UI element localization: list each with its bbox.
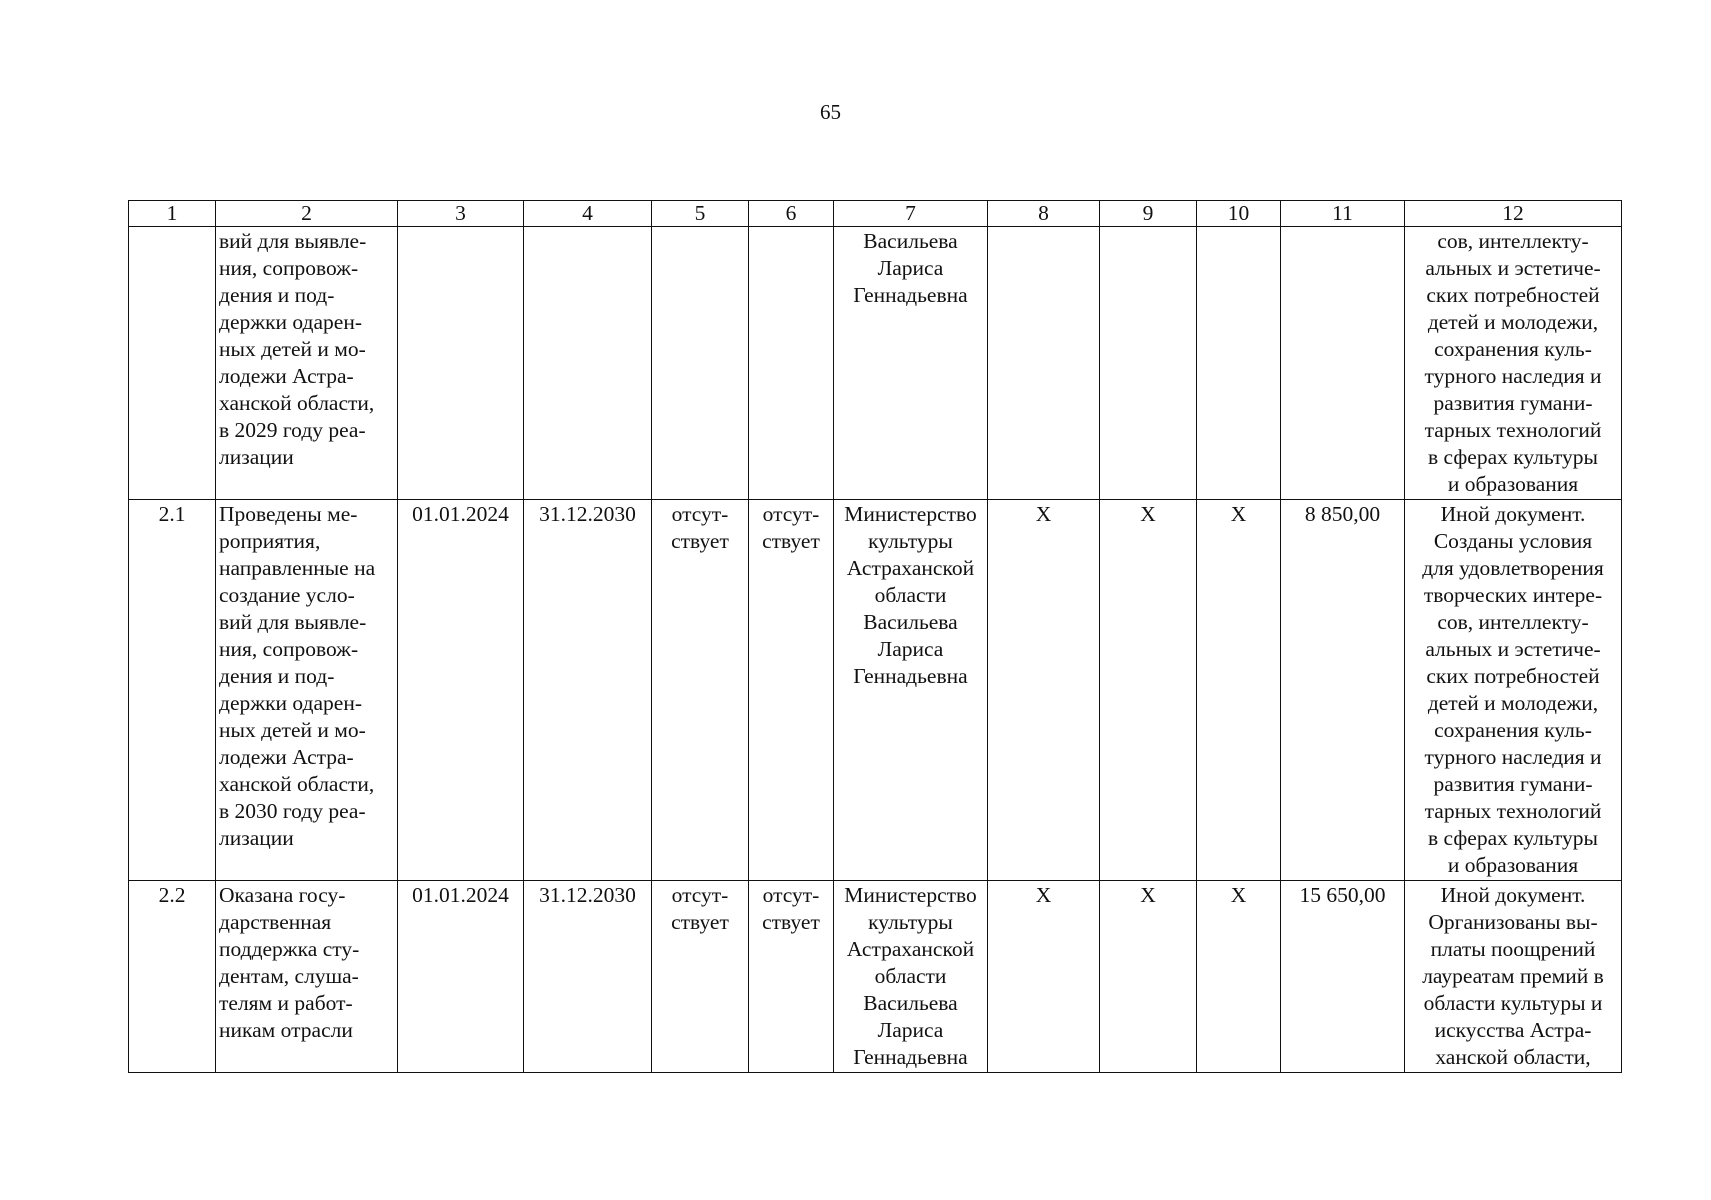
header-cell: 7	[834, 201, 988, 227]
end-date-cell: 31.12.2030	[524, 500, 652, 881]
col6-cell: отсут- ствует	[749, 881, 834, 1073]
header-cell: 12	[1405, 201, 1622, 227]
responsible-cell: Министерство культуры Астраханской области Васильева Лариса Геннадьевна	[834, 500, 988, 881]
row-number-cell: 2.1	[129, 500, 216, 881]
col10-cell: X	[1197, 500, 1281, 881]
header-cell: 9	[1100, 201, 1197, 227]
description-cell: вий для выявле- ния, сопровож- дения и под- держки одарен- ных детей и мо- лодежи Астра- ханской области, в 2029 году реа- лизации	[216, 227, 398, 500]
description-cell: Проведены ме- роприятия, направленные на создание усло- вий для выявле- ния, сопровож- дения и под- держки одарен- ных детей и мо- лодежи Астра- ханской области, в 2030 году реа- лизации	[216, 500, 398, 881]
header-cell: 1	[129, 201, 216, 227]
responsible-cell: Васильева Лариса Геннадьевна	[834, 227, 988, 500]
table-header-row	[129, 201, 1622, 227]
col8-cell	[988, 227, 1100, 500]
end-date-cell	[524, 227, 652, 500]
col10-cell: X	[1197, 881, 1281, 1073]
result-cell: сов, интеллекту- альных и эстетиче- ских потребностей детей и молодежи, сохранения куль- турного наследия и развития гумани- тарных технологий в сферах культуры и образования	[1405, 227, 1622, 500]
description-cell: Оказана госу- дарственная поддержка сту- дентам, слуша- телям и работ- никам отрасли	[216, 881, 398, 1073]
col5-cell: отсут- ствует	[652, 500, 749, 881]
header-cell: 8	[988, 201, 1100, 227]
col5-cell: отсут- ствует	[652, 881, 749, 1073]
header-cell: 5	[652, 201, 749, 227]
amount-cell: 15 650,00	[1281, 881, 1405, 1073]
row-number-cell: 2.2	[129, 881, 216, 1073]
program-table	[128, 200, 1622, 1073]
table-row	[129, 500, 1622, 881]
header-cell: 3	[398, 201, 524, 227]
amount-cell	[1281, 227, 1405, 500]
result-cell: Иной документ. Созданы условия для удовлетворения творческих интере- сов, интеллекту- альных и эстетиче- ских потребностей детей и молодежи, сохранения куль- турного наследия и развития гумани- тарных технологий в сферах культуры и образования	[1405, 500, 1622, 881]
col10-cell	[1197, 227, 1281, 500]
col6-cell	[749, 227, 834, 500]
col9-cell	[1100, 227, 1197, 500]
col8-cell: X	[988, 500, 1100, 881]
row-number-cell	[129, 227, 216, 500]
header-cell: 2	[216, 201, 398, 227]
end-date-cell: 31.12.2030	[524, 881, 652, 1073]
col9-cell: X	[1100, 500, 1197, 881]
result-cell: Иной документ. Организованы вы- платы поощрений лауреатам премий в области культуры и искусства Астра- ханской области,	[1405, 881, 1622, 1073]
amount-cell: 8 850,00	[1281, 500, 1405, 881]
header-cell: 4	[524, 201, 652, 227]
header-cell: 10	[1197, 201, 1281, 227]
table-row	[129, 227, 1622, 500]
start-date-cell: 01.01.2024	[398, 881, 524, 1073]
table-row	[129, 881, 1622, 1073]
responsible-cell: Министерство культуры Астраханской области Васильева Лариса Геннадьевна	[834, 881, 988, 1073]
start-date-cell: 01.01.2024	[398, 500, 524, 881]
col8-cell: X	[988, 881, 1100, 1073]
page-number: 65	[820, 100, 841, 124]
col5-cell	[652, 227, 749, 500]
header-cell: 6	[749, 201, 834, 227]
header-cell: 11	[1281, 201, 1405, 227]
start-date-cell	[398, 227, 524, 500]
col9-cell: X	[1100, 881, 1197, 1073]
col6-cell: отсут- ствует	[749, 500, 834, 881]
